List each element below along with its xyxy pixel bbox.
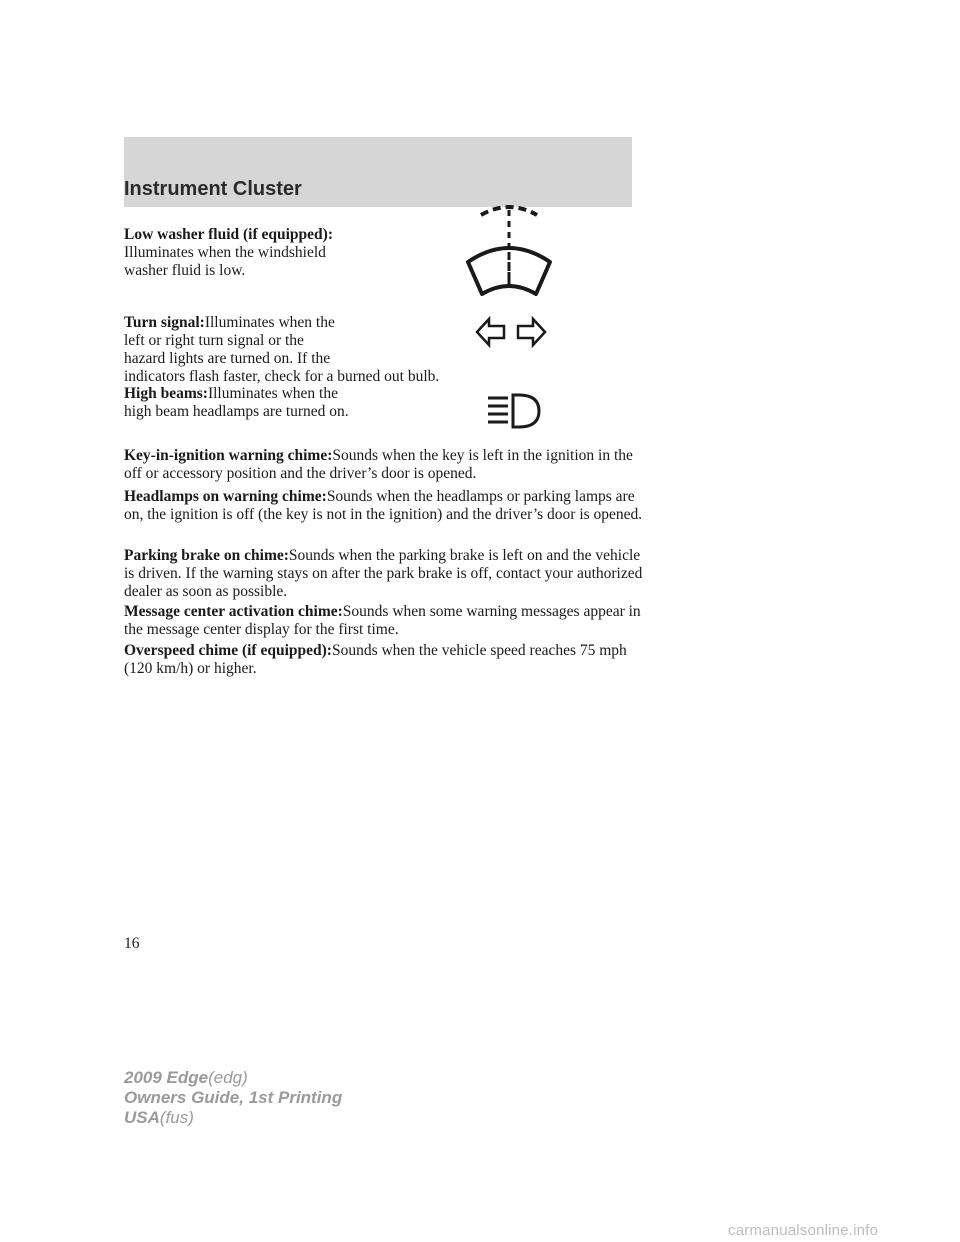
overspeed-chime-term: Overspeed chime (if equipped):	[124, 642, 332, 659]
overspeed-chime-text: Sounds when the vehicle speed reaches 75 mph (120 km/h) or higher.	[124, 642, 627, 677]
message-center-chime-item	[124, 603, 644, 639]
high-beams-text-1: Illuminates when the	[207, 385, 338, 402]
key-in-ignition-chime-text: Sounds when the key is left in the ignition in the off or accessory position and the driver’s door is opened.	[124, 447, 633, 482]
headlamps-chime-item	[124, 488, 644, 524]
headlamps-chime-term: Headlamps on warning chime:	[124, 488, 327, 505]
footer-guide: Owners Guide, 1st Printing	[124, 1088, 343, 1107]
turn-signal-term: Turn signal:	[124, 314, 205, 331]
low-washer-fluid-text-1: Illuminates when the windshield	[124, 244, 326, 261]
low-washer-fluid-term: Low washer fluid (if equipped):	[124, 226, 333, 243]
high-beams-item	[124, 385, 424, 421]
footer-market: USA	[124, 1108, 160, 1127]
high-beams-text-2: high beam headlamps are turned on.	[124, 403, 349, 420]
high-beam-icon	[486, 392, 542, 430]
page-title: Instrument Cluster	[124, 178, 302, 200]
footer-market-code: (fus)	[159, 1108, 194, 1127]
watermark: carmanualsonline.info	[728, 1222, 879, 1239]
low-washer-fluid-item	[124, 226, 424, 280]
turn-signal-item	[124, 314, 644, 386]
parking-brake-chime-text: Sounds when the parking brake is left on and the vehicle is driven. If the warning stays on after the park brake is off, contact your authorized dealer as soon as possible.	[124, 547, 643, 600]
overspeed-chime-item	[124, 642, 644, 678]
turn-signal-text-4: indicators flash faster, check for a burned out bulb.	[124, 368, 440, 385]
message-center-chime-term: Message center activation chime:	[124, 603, 343, 620]
turn-signal-text-1: Illuminates when the	[204, 314, 335, 331]
low-washer-fluid-text-2: washer fluid is low.	[124, 262, 246, 279]
headlamps-chime-text: Sounds when the headlamps or parking lamps are on, the ignition is off (the key is not in the ignition) and the driver’s door is opened.	[124, 488, 643, 523]
parking-brake-chime-term: Parking brake on chime:	[124, 547, 289, 564]
turn-signal-icon	[474, 314, 548, 350]
turn-signal-text-2: left or right turn signal or the	[124, 332, 304, 349]
washer-fluid-icon	[464, 196, 554, 300]
footer-model: 2009 Edge	[124, 1068, 209, 1087]
footer	[124, 1068, 342, 1128]
high-beams-term: High beams:	[124, 385, 208, 402]
key-in-ignition-chime-term: Key-in-ignition warning chime:	[124, 447, 333, 464]
page-number: 16	[124, 935, 140, 952]
footer-model-code: (edg)	[208, 1068, 248, 1087]
parking-brake-chime-item	[124, 547, 644, 601]
message-center-chime-text: Sounds when some warning messages appear in the message center display for the first time.	[124, 603, 641, 638]
turn-signal-text-3: hazard lights are turned on. If the	[124, 350, 331, 367]
key-in-ignition-chime-item	[124, 447, 644, 483]
